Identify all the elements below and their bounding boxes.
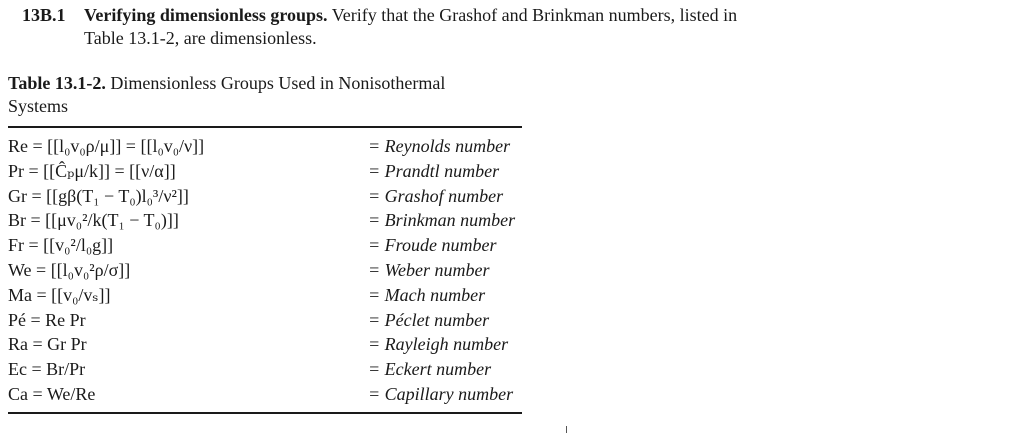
- table-row: [8, 308, 528, 333]
- group-name: = Eckert number: [368, 359, 492, 380]
- group-definition: Br = [[μv₀²/k(T₁ − T₀)]]: [8, 210, 179, 231]
- table-bottom-rule: [8, 412, 522, 414]
- group-name: = Rayleigh number: [368, 334, 509, 355]
- table-body: [8, 134, 528, 407]
- group-name: = Froude number: [368, 235, 497, 256]
- table-label: Table 13.1-2.: [8, 73, 106, 93]
- table-row: [8, 258, 528, 283]
- group-name: = Grashof number: [368, 185, 504, 206]
- table-row: [8, 233, 528, 258]
- caption-line-1: [8, 72, 548, 95]
- table-top-rule: [8, 126, 522, 128]
- table-row: [8, 382, 528, 407]
- problem-text-2: Table 13.1-2, are dimensionless.: [84, 28, 317, 48]
- table-row: [8, 184, 528, 209]
- group-definition: Re = [[l₀v₀ρ/μ]] = [[l₀v₀/ν]]: [8, 136, 205, 156]
- group-definition: We = [[l₀v₀²ρ/σ]]: [8, 259, 131, 280]
- table-row: [8, 208, 528, 233]
- group-definition: Pr = [[Ĉₚμ/k]] = [[ν/α]]: [8, 160, 176, 181]
- group-definition: Gr = [[gβ(T₁ − T₀)l₀³/ν²]]: [8, 185, 189, 206]
- group-definition: Ra = Gr Pr: [8, 334, 87, 355]
- table-title-1: Dimensionless Groups Used in Nonisothermal: [110, 73, 446, 93]
- group-name: = Brinkman number: [368, 210, 516, 231]
- group-name: = Péclet number: [368, 309, 490, 330]
- group-definition: Ec = Br/Pr: [8, 359, 86, 380]
- group-name: = Prandtl number: [368, 160, 500, 181]
- table-caption: [8, 72, 548, 118]
- problem-line-1: [22, 4, 982, 27]
- table-row: [8, 332, 528, 357]
- problem-text-1: Verify that the Grashof and Brinkman numbers, listed in: [331, 5, 738, 25]
- group-name: = Mach number: [368, 284, 486, 305]
- group-definition: Ca = We/Re: [8, 383, 96, 404]
- text-cursor: [566, 426, 567, 433]
- table-row: [8, 134, 528, 159]
- group-name: = Capillary number: [368, 383, 514, 404]
- table-row: [8, 159, 528, 184]
- group-name: = Weber number: [368, 259, 490, 280]
- group-definition: Pé = Re Pr: [8, 309, 86, 330]
- table-title-2: Systems: [8, 96, 69, 116]
- table-row: [8, 357, 528, 382]
- group-definition: Fr = [[v₀²/l₀g]]: [8, 235, 114, 256]
- problem-title: Verifying dimensionless groups.: [84, 5, 328, 25]
- table-row: [8, 283, 528, 308]
- group-name: = Reynolds number: [368, 136, 511, 156]
- problem-number: 13B.1: [22, 5, 66, 25]
- problem-statement: [22, 4, 982, 50]
- group-definition: Ma = [[v₀/vₛ]]: [8, 284, 111, 305]
